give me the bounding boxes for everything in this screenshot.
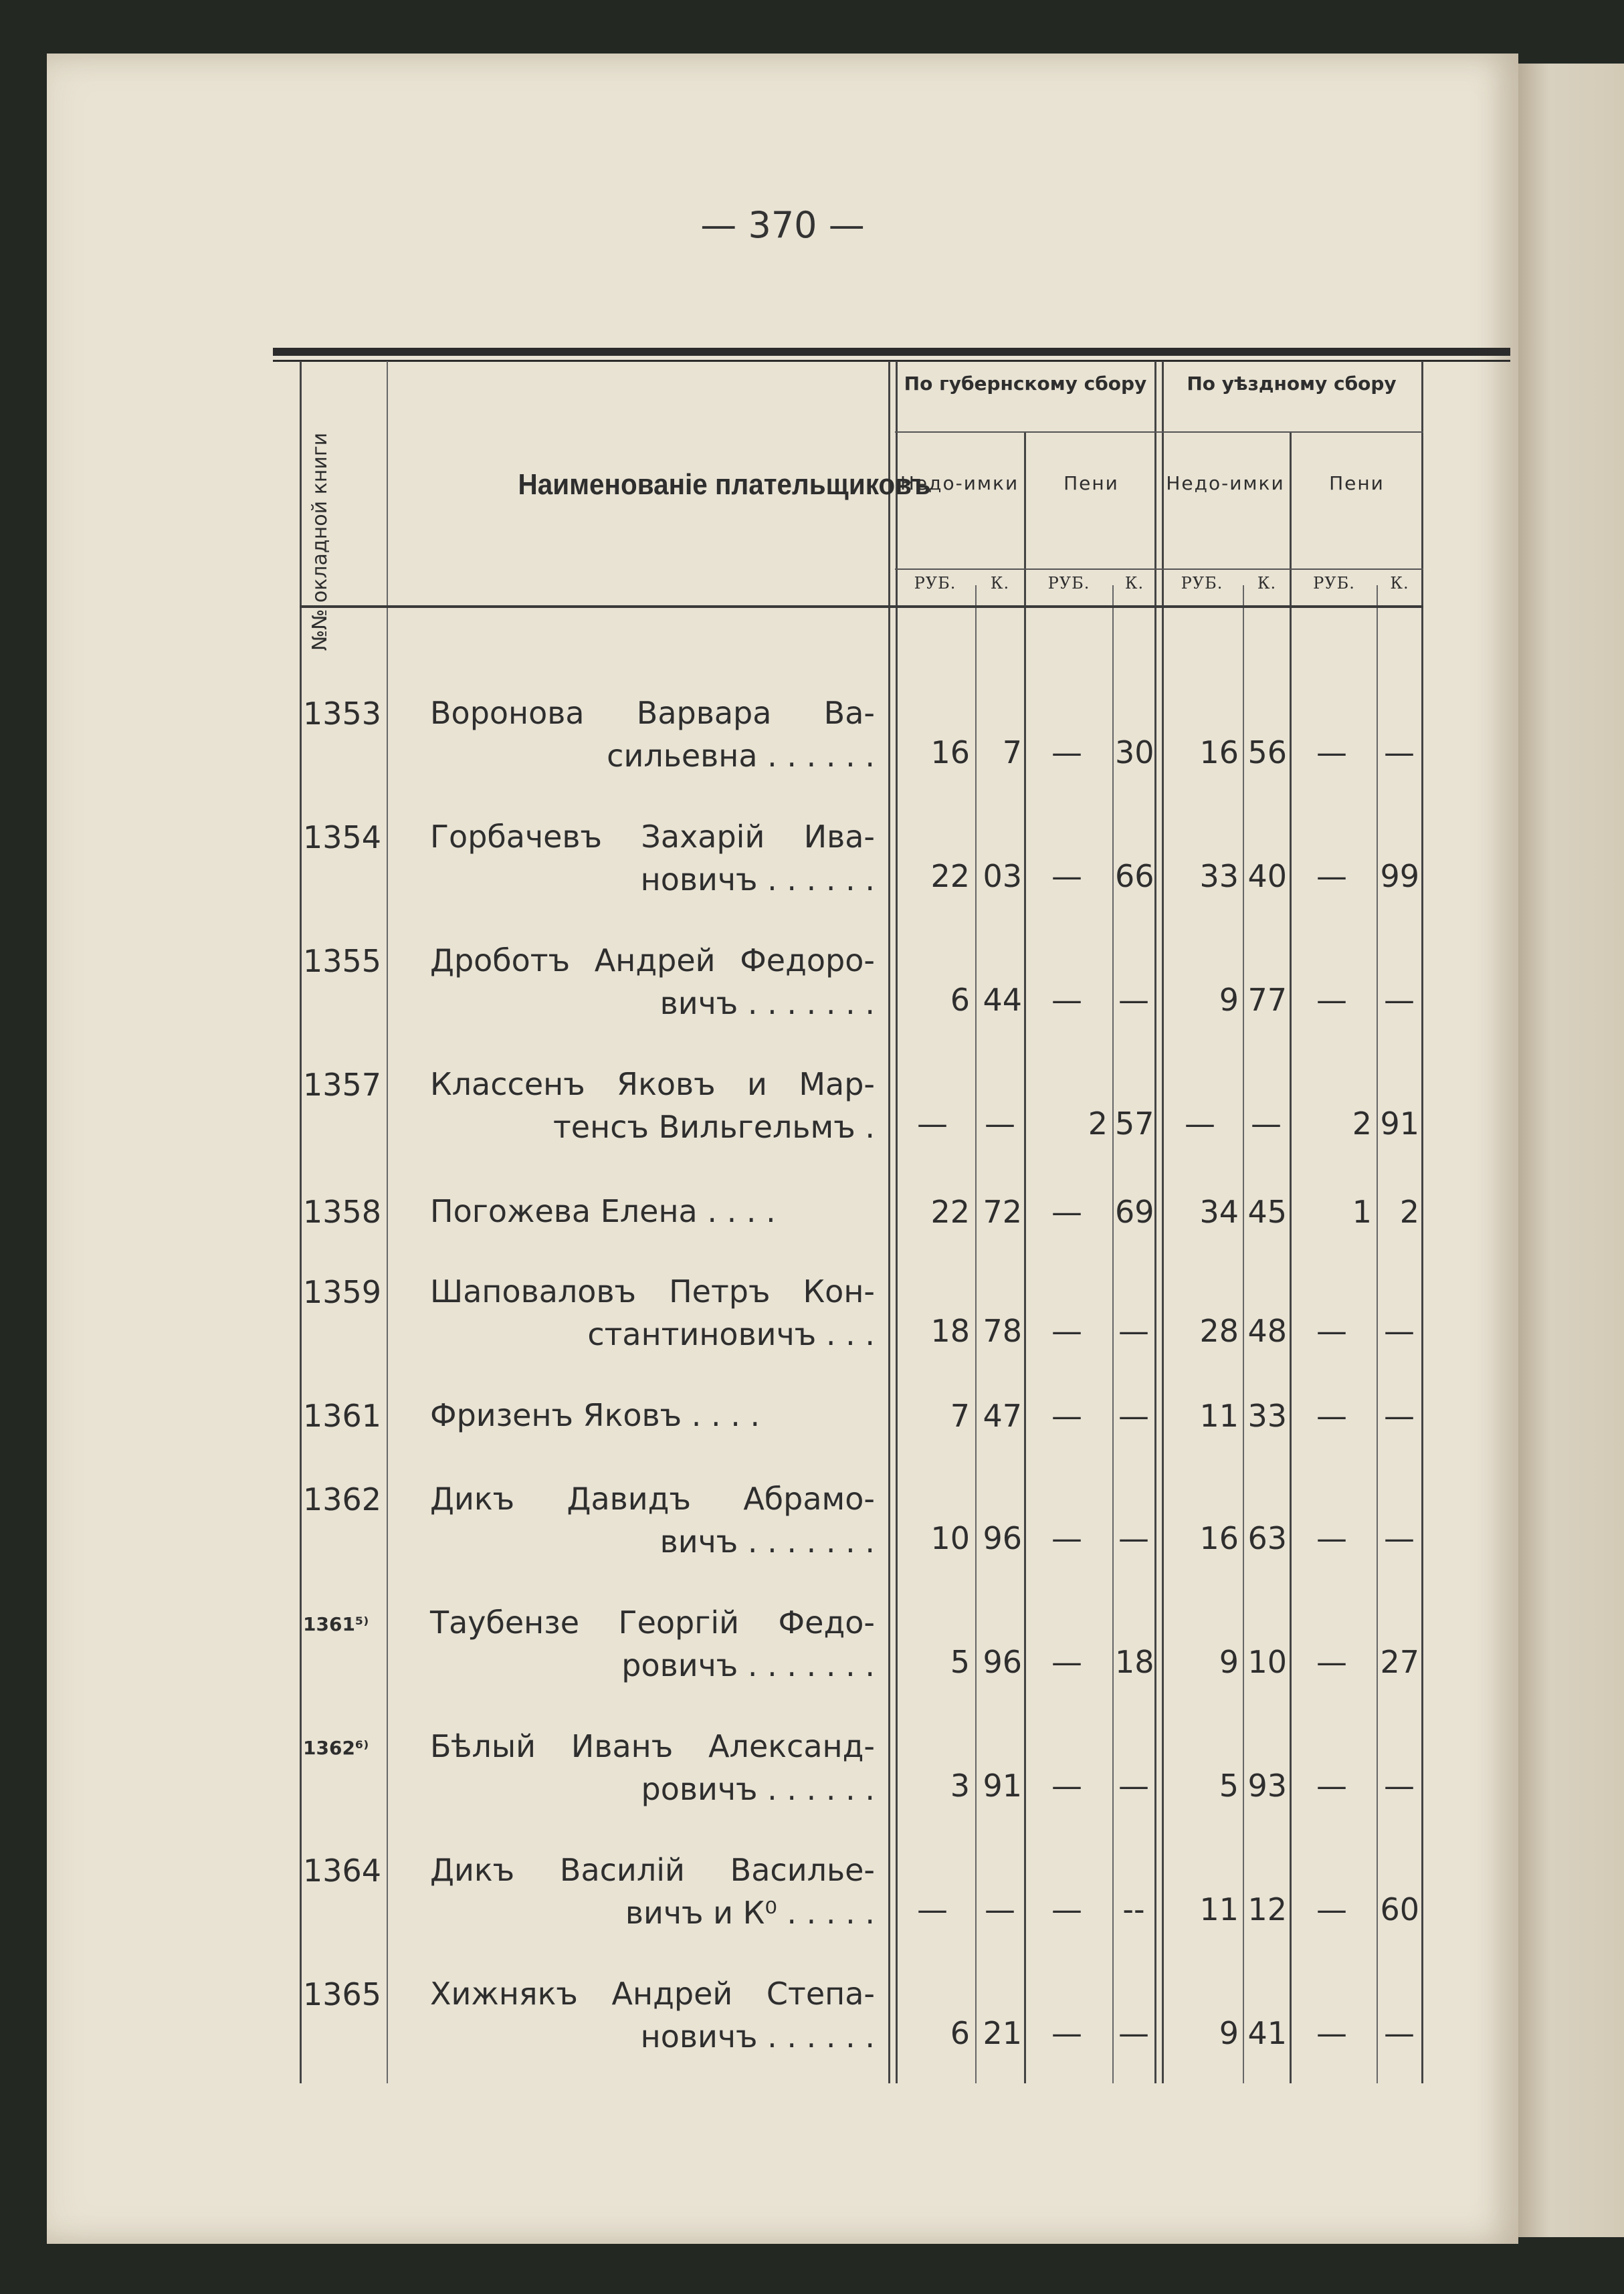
payer-name-line: Фризенъ Яковъ . . . . [430, 1397, 760, 1433]
value-cell: — [1316, 1768, 1347, 1804]
book-number: 1353 [303, 696, 382, 732]
payer-name-line: новичъ . . . . . . [640, 2018, 875, 2055]
value-cell: — [1316, 2015, 1347, 2051]
value-cell: 9 [1219, 982, 1239, 1018]
value-cell: 48 [1247, 1313, 1287, 1349]
value-cell: — [1051, 1313, 1082, 1349]
value-cell: 16 [1199, 734, 1239, 770]
value-cell: — [1118, 2015, 1149, 2051]
table-row [226, 943, 1430, 1050]
value-cell: 77 [1247, 982, 1287, 1018]
value-cell: 78 [983, 1313, 1022, 1349]
table-row [226, 1976, 1430, 2083]
value-cell: 21 [983, 2015, 1022, 2051]
value-cell: 91 [1380, 1106, 1419, 1142]
book-number: 1358 [303, 1194, 382, 1230]
value-cell: 10 [930, 1520, 970, 1556]
value-cell: 2 [1399, 1194, 1419, 1230]
value-cell: — [1316, 982, 1347, 1018]
value-cell: 10 [1247, 1644, 1287, 1680]
payer-name-line: новичъ . . . . . . [640, 861, 875, 898]
table-row [226, 1067, 1430, 1174]
book-number: 1354 [303, 819, 382, 855]
value-cell: 34 [1199, 1194, 1239, 1230]
value-cell: 93 [1247, 1768, 1287, 1804]
value-cell: — [1051, 734, 1082, 770]
value-cell: 33 [1199, 858, 1239, 894]
value-cell: — [1051, 1398, 1082, 1434]
value-cell: 1 [1352, 1194, 1372, 1230]
value-cell: — [1051, 982, 1082, 1018]
book-number: 1364 [303, 1853, 382, 1889]
value-cell: — [1051, 1194, 1082, 1230]
unit-rub: РУБ. [1313, 574, 1355, 593]
payer-name-line: Погожева Елена . . . . [430, 1193, 776, 1229]
table-row [226, 1729, 1430, 1836]
value-cell: 18 [1115, 1644, 1154, 1680]
value-cell: 16 [930, 734, 970, 770]
value-cell: — [985, 1106, 1015, 1142]
value-cell: 69 [1115, 1194, 1154, 1230]
value-cell: 6 [950, 982, 970, 1018]
value-cell: 56 [1247, 734, 1287, 770]
value-cell: 41 [1247, 2015, 1287, 2051]
payer-name [430, 692, 875, 777]
value-cell: 91 [983, 1768, 1022, 1804]
provincial-levy-header: По губернскому сбору [904, 373, 1147, 395]
payer-name-line: Горбачевъ Захарій Ива- [430, 819, 875, 855]
value-cell: — [1118, 1520, 1149, 1556]
value-cell: — [1384, 1520, 1415, 1556]
value-cell: — [917, 1891, 948, 1927]
value-cell: — [1118, 1768, 1149, 1804]
payer-name-line: вичъ и К⁰ . . . . . [625, 1895, 875, 1931]
value-cell: 9 [1219, 1644, 1239, 1680]
value-cell: — [1051, 1768, 1082, 1804]
payer-name-line: вичъ . . . . . . . [659, 1524, 875, 1560]
book-page [47, 54, 1518, 2244]
payer-name [430, 1270, 875, 1356]
value-cell: — [1051, 858, 1082, 894]
value-cell: 7 [950, 1398, 970, 1434]
value-cell: 45 [1247, 1194, 1287, 1230]
value-cell: 66 [1115, 858, 1154, 894]
payer-name [430, 1394, 875, 1437]
table-row [226, 696, 1430, 803]
value-cell: — [1251, 1106, 1282, 1142]
value-cell: -- [1122, 1891, 1145, 1927]
payer-name-line: тенсъ Вильгельмъ . [553, 1109, 875, 1145]
book-number-header: №№ окладной книги [308, 432, 332, 651]
value-cell: — [1118, 982, 1149, 1018]
page-number: — 370 — [700, 204, 865, 246]
payer-name-line: Дроботъ Андрей Федоро- [430, 942, 875, 978]
book-number: 1361 [303, 1398, 382, 1434]
value-cell: 5 [1219, 1768, 1239, 1804]
book-number: 1362 [303, 1481, 382, 1518]
value-cell: — [1316, 1398, 1347, 1434]
book-number: 1361⁵⁾ [303, 1613, 369, 1635]
payer-name-line: Бѣлый Иванъ Александ- [430, 1728, 875, 1764]
value-cell: — [1384, 734, 1415, 770]
payer-name-line: Таубензе Георгій Федо- [430, 1604, 875, 1641]
unit-kop: К. [990, 574, 1010, 593]
value-cell: 44 [983, 982, 1022, 1018]
value-cell: 40 [1247, 858, 1287, 894]
payer-name [430, 939, 875, 1025]
payer-name-line: сильевна . . . . . . [607, 738, 875, 774]
payer-name-line: Классенъ Яковъ и Мар- [430, 1066, 875, 1102]
payer-name [430, 815, 875, 901]
value-cell: — [985, 1891, 1015, 1927]
unit-kop: К. [1390, 574, 1409, 593]
table-row [226, 1481, 1430, 1588]
unit-rub: РУБ. [1047, 574, 1090, 593]
value-cell: 9 [1219, 2015, 1239, 2051]
arrears-header: Недо-имки [900, 472, 1019, 494]
value-cell: 03 [983, 858, 1022, 894]
value-cell: 96 [983, 1644, 1022, 1680]
value-cell: — [1051, 1644, 1082, 1680]
value-cell: — [1316, 1891, 1347, 1927]
table-row [226, 1853, 1430, 1960]
payer-name-line: Шаповаловъ Петръ Кон- [430, 1273, 875, 1310]
table-row [226, 819, 1430, 926]
unit-kop: К. [1124, 574, 1144, 593]
arrears-header: Недо-имки [1166, 472, 1285, 494]
value-cell: 5 [950, 1644, 970, 1680]
value-cell: — [1384, 982, 1415, 1018]
value-cell: 6 [950, 2015, 970, 2051]
payer-name-line: ровичъ . . . . . . . [621, 1647, 875, 1683]
value-cell: 3 [950, 1768, 970, 1804]
payer-name [430, 1972, 875, 2058]
value-cell: — [1051, 1520, 1082, 1556]
value-cell: 2 [1352, 1106, 1372, 1142]
value-cell: 30 [1115, 734, 1154, 770]
value-cell: — [1185, 1106, 1215, 1142]
value-cell: — [1384, 1398, 1415, 1434]
payer-name [430, 1601, 875, 1687]
payer-name-line: Дикъ Василій Василье- [430, 1852, 875, 1888]
book-number: 1362⁶⁾ [303, 1737, 369, 1759]
payer-name-line: Дикъ Давидъ Абрамо- [430, 1481, 875, 1517]
value-cell: — [1118, 1313, 1149, 1349]
value-cell: 11 [1199, 1398, 1239, 1434]
value-cell: 27 [1380, 1644, 1419, 1680]
payer-name [430, 1849, 875, 1934]
value-cell: 99 [1380, 858, 1419, 894]
value-cell: 2 [1088, 1106, 1108, 1142]
value-cell: 28 [1199, 1313, 1239, 1349]
payer-name-line: Воронова Варвара Ва- [430, 695, 875, 731]
value-cell: 47 [983, 1398, 1022, 1434]
value-cell: — [1316, 858, 1347, 894]
value-cell: — [1118, 1398, 1149, 1434]
unit-rub: РУБ. [914, 574, 956, 593]
payer-name-header: Наименованіе плательщиковъ [518, 468, 931, 501]
value-cell: — [917, 1106, 948, 1142]
table-top-rule [273, 348, 1510, 356]
value-cell: 16 [1199, 1520, 1239, 1556]
payer-name-line: Хижнякъ Андрей Степа- [430, 1976, 875, 2012]
group-header-line [895, 431, 1423, 433]
value-cell: — [1051, 1891, 1082, 1927]
payers-table [226, 348, 1430, 2080]
unit-kop: К. [1257, 574, 1277, 593]
value-cell: 63 [1247, 1520, 1287, 1556]
book-number: 1365 [303, 1976, 382, 2012]
book-number: 1355 [303, 943, 382, 979]
value-cell: — [1384, 1313, 1415, 1349]
sub-header-line [895, 568, 1423, 570]
value-cell: 33 [1247, 1398, 1287, 1434]
value-cell: 60 [1380, 1891, 1419, 1927]
value-cell: 18 [930, 1313, 970, 1349]
value-cell: 7 [1002, 734, 1022, 770]
value-cell: 22 [930, 1194, 970, 1230]
payer-name-line: вичъ . . . . . . . [659, 985, 875, 1021]
value-cell: — [1384, 2015, 1415, 2051]
value-cell: 72 [983, 1194, 1022, 1230]
value-cell: — [1316, 734, 1347, 770]
value-cell: — [1051, 2015, 1082, 2051]
value-cell: 96 [983, 1520, 1022, 1556]
payer-name [430, 1190, 875, 1233]
value-cell: 12 [1247, 1891, 1287, 1927]
table-row [226, 1274, 1430, 1381]
penalty-header: Пени [1329, 472, 1385, 494]
facing-page-edge [1518, 64, 1624, 2237]
book-number: 1357 [303, 1067, 382, 1103]
book-number: 1359 [303, 1274, 382, 1310]
payer-name-line: ровичъ . . . . . . [641, 1771, 875, 1807]
unit-rub: РУБ. [1181, 574, 1223, 593]
payer-name [430, 1063, 875, 1148]
value-cell: 11 [1199, 1891, 1239, 1927]
district-levy-header: По уѣздному сбору [1187, 373, 1397, 395]
payer-name [430, 1477, 875, 1563]
payer-name [430, 1725, 875, 1810]
value-cell: — [1384, 1768, 1415, 1804]
header-bottom-line [300, 605, 1423, 608]
value-cell: 22 [930, 858, 970, 894]
value-cell: — [1316, 1520, 1347, 1556]
value-cell: — [1316, 1644, 1347, 1680]
payer-name-line: стантиновичъ . . . [587, 1316, 875, 1352]
penalty-header: Пени [1063, 472, 1119, 494]
value-cell: 57 [1115, 1106, 1154, 1142]
value-cell: — [1316, 1313, 1347, 1349]
table-row [226, 1605, 1430, 1712]
